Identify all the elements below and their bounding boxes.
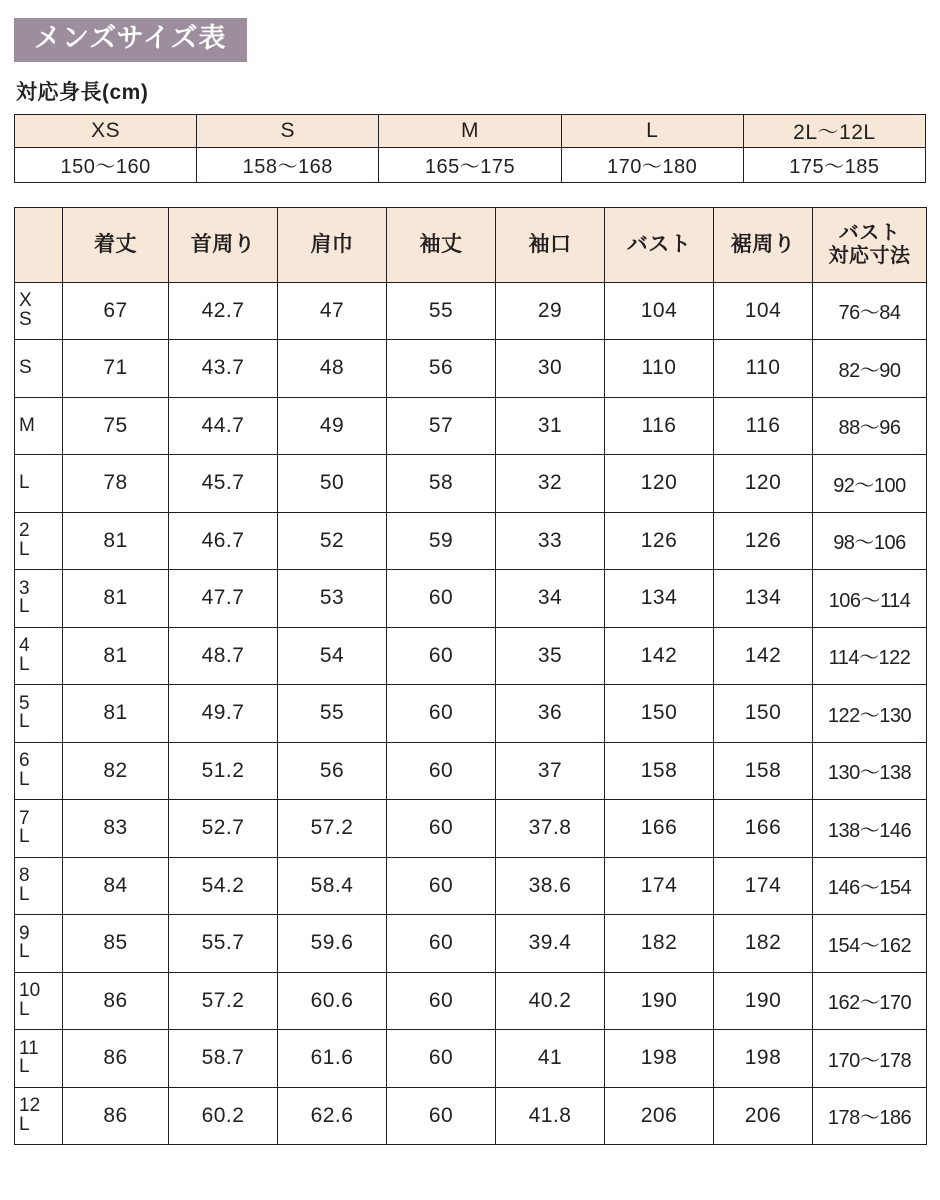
cell-cuff: 39.4	[496, 915, 605, 973]
cell-bust: 142	[605, 627, 714, 685]
cell-body-length: 82	[63, 742, 169, 800]
cell-shoulder: 61.6	[278, 1030, 387, 1088]
cell-body-length: 84	[63, 857, 169, 915]
cell-shoulder: 60.6	[278, 972, 387, 1030]
row-size-label	[15, 857, 63, 915]
cell-bust-fit: 92〜100	[813, 455, 927, 513]
cell-sleeve-length: 57	[387, 397, 496, 455]
table-row	[15, 1087, 927, 1145]
cell-sleeve-length: 60	[387, 1030, 496, 1088]
table-row	[15, 455, 927, 513]
cell-bust-fit: 114〜122	[813, 627, 927, 685]
height-range-cell: 165〜175	[379, 147, 561, 182]
cell-cuff: 40.2	[496, 972, 605, 1030]
table-row	[15, 742, 927, 800]
row-size-label	[15, 282, 63, 340]
cell-neck: 57.2	[169, 972, 278, 1030]
cell-hem: 110	[714, 340, 813, 398]
cell-sleeve-length: 60	[387, 800, 496, 858]
table-row	[15, 915, 927, 973]
row-size-line: L	[19, 998, 30, 1020]
row-size-label	[15, 742, 63, 800]
height-table	[14, 114, 926, 183]
cell-shoulder: 54	[278, 627, 387, 685]
cell-bust-fit: 82〜90	[813, 340, 927, 398]
cell-shoulder: 58.4	[278, 857, 387, 915]
cell-neck: 44.7	[169, 397, 278, 455]
cell-sleeve-length: 55	[387, 282, 496, 340]
cell-cuff: 33	[496, 512, 605, 570]
table-row	[15, 340, 927, 398]
table-row	[15, 627, 927, 685]
cell-neck: 47.7	[169, 570, 278, 628]
row-size-line: X	[19, 290, 32, 312]
measurement-corner-cell	[15, 207, 63, 282]
cell-cuff: 30	[496, 340, 605, 398]
cell-bust-fit: 88〜96	[813, 397, 927, 455]
cell-bust-fit: 76〜84	[813, 282, 927, 340]
cell-body-length: 86	[63, 1030, 169, 1088]
cell-shoulder: 47	[278, 282, 387, 340]
row-size-label	[15, 455, 63, 513]
cell-neck: 49.7	[169, 685, 278, 743]
row-size-label	[15, 397, 63, 455]
row-size-label	[15, 627, 63, 685]
table-row	[15, 857, 927, 915]
row-size-line: M	[19, 414, 35, 436]
table-row	[15, 1030, 927, 1088]
cell-body-length: 81	[63, 512, 169, 570]
height-size-header: M	[379, 114, 561, 147]
row-size-label	[15, 1087, 63, 1145]
cell-hem: 206	[714, 1087, 813, 1145]
column-header-cuff: 袖口	[496, 207, 605, 282]
row-size-line: L	[19, 826, 30, 848]
height-range-cell: 170〜180	[561, 147, 743, 182]
cell-neck: 42.7	[169, 282, 278, 340]
cell-neck: 48.7	[169, 627, 278, 685]
cell-bust: 174	[605, 857, 714, 915]
column-header-bust-fit-line1: バスト	[838, 222, 901, 245]
cell-bust-fit: 138〜146	[813, 800, 927, 858]
cell-neck: 43.7	[169, 340, 278, 398]
cell-bust-fit: 170〜178	[813, 1030, 927, 1088]
cell-hem: 116	[714, 397, 813, 455]
row-size-label	[15, 512, 63, 570]
row-size-line: 3	[19, 577, 30, 599]
cell-sleeve-length: 56	[387, 340, 496, 398]
column-header-body-length: 着丈	[63, 207, 169, 282]
column-header-hem: 裾周り	[714, 207, 813, 282]
cell-bust: 104	[605, 282, 714, 340]
cell-sleeve-length: 60	[387, 915, 496, 973]
row-size-line: S	[19, 308, 32, 330]
row-size-line: 11	[19, 1037, 39, 1059]
cell-body-length: 81	[63, 685, 169, 743]
cell-body-length: 86	[63, 1087, 169, 1145]
table-row	[15, 570, 927, 628]
cell-cuff: 29	[496, 282, 605, 340]
row-size-line: 2	[19, 520, 30, 542]
cell-bust: 166	[605, 800, 714, 858]
height-range-cell: 158〜168	[197, 147, 379, 182]
table-row	[15, 972, 927, 1030]
cell-body-length: 85	[63, 915, 169, 973]
measurement-section	[14, 207, 926, 1146]
measurement-header-row	[15, 207, 927, 282]
measurement-table-body	[15, 282, 927, 1145]
cell-cuff: 37.8	[496, 800, 605, 858]
cell-hem: 134	[714, 570, 813, 628]
measurement-table	[14, 207, 927, 1146]
page-title: メンズサイズ表	[14, 18, 247, 62]
cell-neck: 55.7	[169, 915, 278, 973]
height-range-cell: 175〜185	[743, 147, 925, 182]
cell-shoulder: 57.2	[278, 800, 387, 858]
cell-cuff: 34	[496, 570, 605, 628]
cell-hem: 198	[714, 1030, 813, 1088]
cell-bust-fit: 98〜106	[813, 512, 927, 570]
cell-neck: 58.7	[169, 1030, 278, 1088]
cell-hem: 150	[714, 685, 813, 743]
column-header-shoulder: 肩巾	[278, 207, 387, 282]
height-range-cell: 150〜160	[15, 147, 197, 182]
cell-bust: 206	[605, 1087, 714, 1145]
height-table-row	[15, 147, 926, 182]
cell-cuff: 38.6	[496, 857, 605, 915]
cell-bust: 150	[605, 685, 714, 743]
cell-neck: 60.2	[169, 1087, 278, 1145]
cell-hem: 120	[714, 455, 813, 513]
row-size-line: L	[19, 768, 30, 790]
cell-shoulder: 55	[278, 685, 387, 743]
table-row	[15, 800, 927, 858]
row-size-line: L	[19, 596, 30, 618]
cell-shoulder: 53	[278, 570, 387, 628]
cell-body-length: 81	[63, 570, 169, 628]
cell-sleeve-length: 60	[387, 1087, 496, 1145]
cell-sleeve-length: 60	[387, 742, 496, 800]
row-size-line: L	[19, 941, 30, 963]
row-size-label	[15, 340, 63, 398]
row-size-line: L	[19, 653, 30, 675]
cell-cuff: 31	[496, 397, 605, 455]
row-size-line: L	[19, 472, 30, 494]
cell-bust: 182	[605, 915, 714, 973]
row-size-line: L	[19, 883, 30, 905]
row-size-line: 4	[19, 635, 30, 657]
cell-neck: 52.7	[169, 800, 278, 858]
column-header-bust-fit-line2: 対応寸法	[828, 244, 911, 267]
cell-neck: 46.7	[169, 512, 278, 570]
cell-bust-fit: 130〜138	[813, 742, 927, 800]
table-row	[15, 282, 927, 340]
cell-bust: 120	[605, 455, 714, 513]
cell-bust: 134	[605, 570, 714, 628]
cell-body-length: 75	[63, 397, 169, 455]
cell-hem: 104	[714, 282, 813, 340]
column-header-bust-fit	[813, 207, 927, 282]
cell-sleeve-length: 60	[387, 972, 496, 1030]
cell-shoulder: 56	[278, 742, 387, 800]
row-size-line: 12	[19, 1095, 41, 1117]
row-size-label	[15, 570, 63, 628]
cell-bust-fit: 154〜162	[813, 915, 927, 973]
height-size-header: L	[561, 114, 743, 147]
cell-body-length: 67	[63, 282, 169, 340]
cell-hem: 174	[714, 857, 813, 915]
cell-bust-fit: 122〜130	[813, 685, 927, 743]
cell-bust-fit: 106〜114	[813, 570, 927, 628]
row-size-label	[15, 972, 63, 1030]
cell-neck: 45.7	[169, 455, 278, 513]
cell-body-length: 71	[63, 340, 169, 398]
row-size-label	[15, 915, 63, 973]
row-size-line: L	[19, 711, 30, 733]
row-size-line: L	[19, 1113, 30, 1135]
cell-shoulder: 49	[278, 397, 387, 455]
cell-bust: 198	[605, 1030, 714, 1088]
height-size-header: XS	[15, 114, 197, 147]
cell-hem: 158	[714, 742, 813, 800]
row-size-line: L	[19, 1056, 30, 1078]
cell-body-length: 81	[63, 627, 169, 685]
cell-shoulder: 52	[278, 512, 387, 570]
column-header-neck: 首周り	[169, 207, 278, 282]
cell-bust-fit: 162〜170	[813, 972, 927, 1030]
row-size-line: 5	[19, 692, 30, 714]
row-size-line: 7	[19, 807, 30, 829]
column-header-bust: バスト	[605, 207, 714, 282]
cell-body-length: 83	[63, 800, 169, 858]
cell-cuff: 35	[496, 627, 605, 685]
cell-body-length: 78	[63, 455, 169, 513]
cell-neck: 51.2	[169, 742, 278, 800]
row-size-line: 10	[19, 980, 41, 1002]
cell-sleeve-length: 58	[387, 455, 496, 513]
cell-cuff: 41.8	[496, 1087, 605, 1145]
cell-shoulder: 59.6	[278, 915, 387, 973]
cell-sleeve-length: 60	[387, 627, 496, 685]
row-size-line: 6	[19, 750, 30, 772]
row-size-label	[15, 1030, 63, 1088]
row-size-line: L	[19, 538, 30, 560]
cell-sleeve-length: 60	[387, 685, 496, 743]
cell-sleeve-length: 59	[387, 512, 496, 570]
column-header-sleeve-length: 袖丈	[387, 207, 496, 282]
cell-cuff: 32	[496, 455, 605, 513]
cell-hem: 142	[714, 627, 813, 685]
cell-cuff: 41	[496, 1030, 605, 1088]
cell-bust: 110	[605, 340, 714, 398]
height-section-label: 対応身長(cm)	[16, 80, 149, 104]
table-row	[15, 512, 927, 570]
cell-sleeve-length: 60	[387, 570, 496, 628]
cell-hem: 166	[714, 800, 813, 858]
height-table-header-row	[15, 114, 926, 147]
cell-sleeve-length: 60	[387, 857, 496, 915]
cell-bust-fit: 178〜186	[813, 1087, 927, 1145]
height-size-header: S	[197, 114, 379, 147]
row-size-line: 9	[19, 922, 30, 944]
cell-cuff: 36	[496, 685, 605, 743]
cell-hem: 126	[714, 512, 813, 570]
cell-shoulder: 62.6	[278, 1087, 387, 1145]
row-size-label	[15, 800, 63, 858]
cell-shoulder: 48	[278, 340, 387, 398]
row-size-line: 8	[19, 865, 30, 887]
table-row	[15, 397, 927, 455]
cell-bust: 158	[605, 742, 714, 800]
row-size-label	[15, 685, 63, 743]
cell-bust: 116	[605, 397, 714, 455]
cell-body-length: 86	[63, 972, 169, 1030]
cell-shoulder: 50	[278, 455, 387, 513]
cell-hem: 190	[714, 972, 813, 1030]
height-size-header: 2L〜12L	[743, 114, 925, 147]
row-size-line: S	[19, 357, 32, 379]
cell-hem: 182	[714, 915, 813, 973]
cell-neck: 54.2	[169, 857, 278, 915]
cell-bust: 126	[605, 512, 714, 570]
table-row	[15, 685, 927, 743]
cell-cuff: 37	[496, 742, 605, 800]
cell-bust-fit: 146〜154	[813, 857, 927, 915]
cell-bust: 190	[605, 972, 714, 1030]
